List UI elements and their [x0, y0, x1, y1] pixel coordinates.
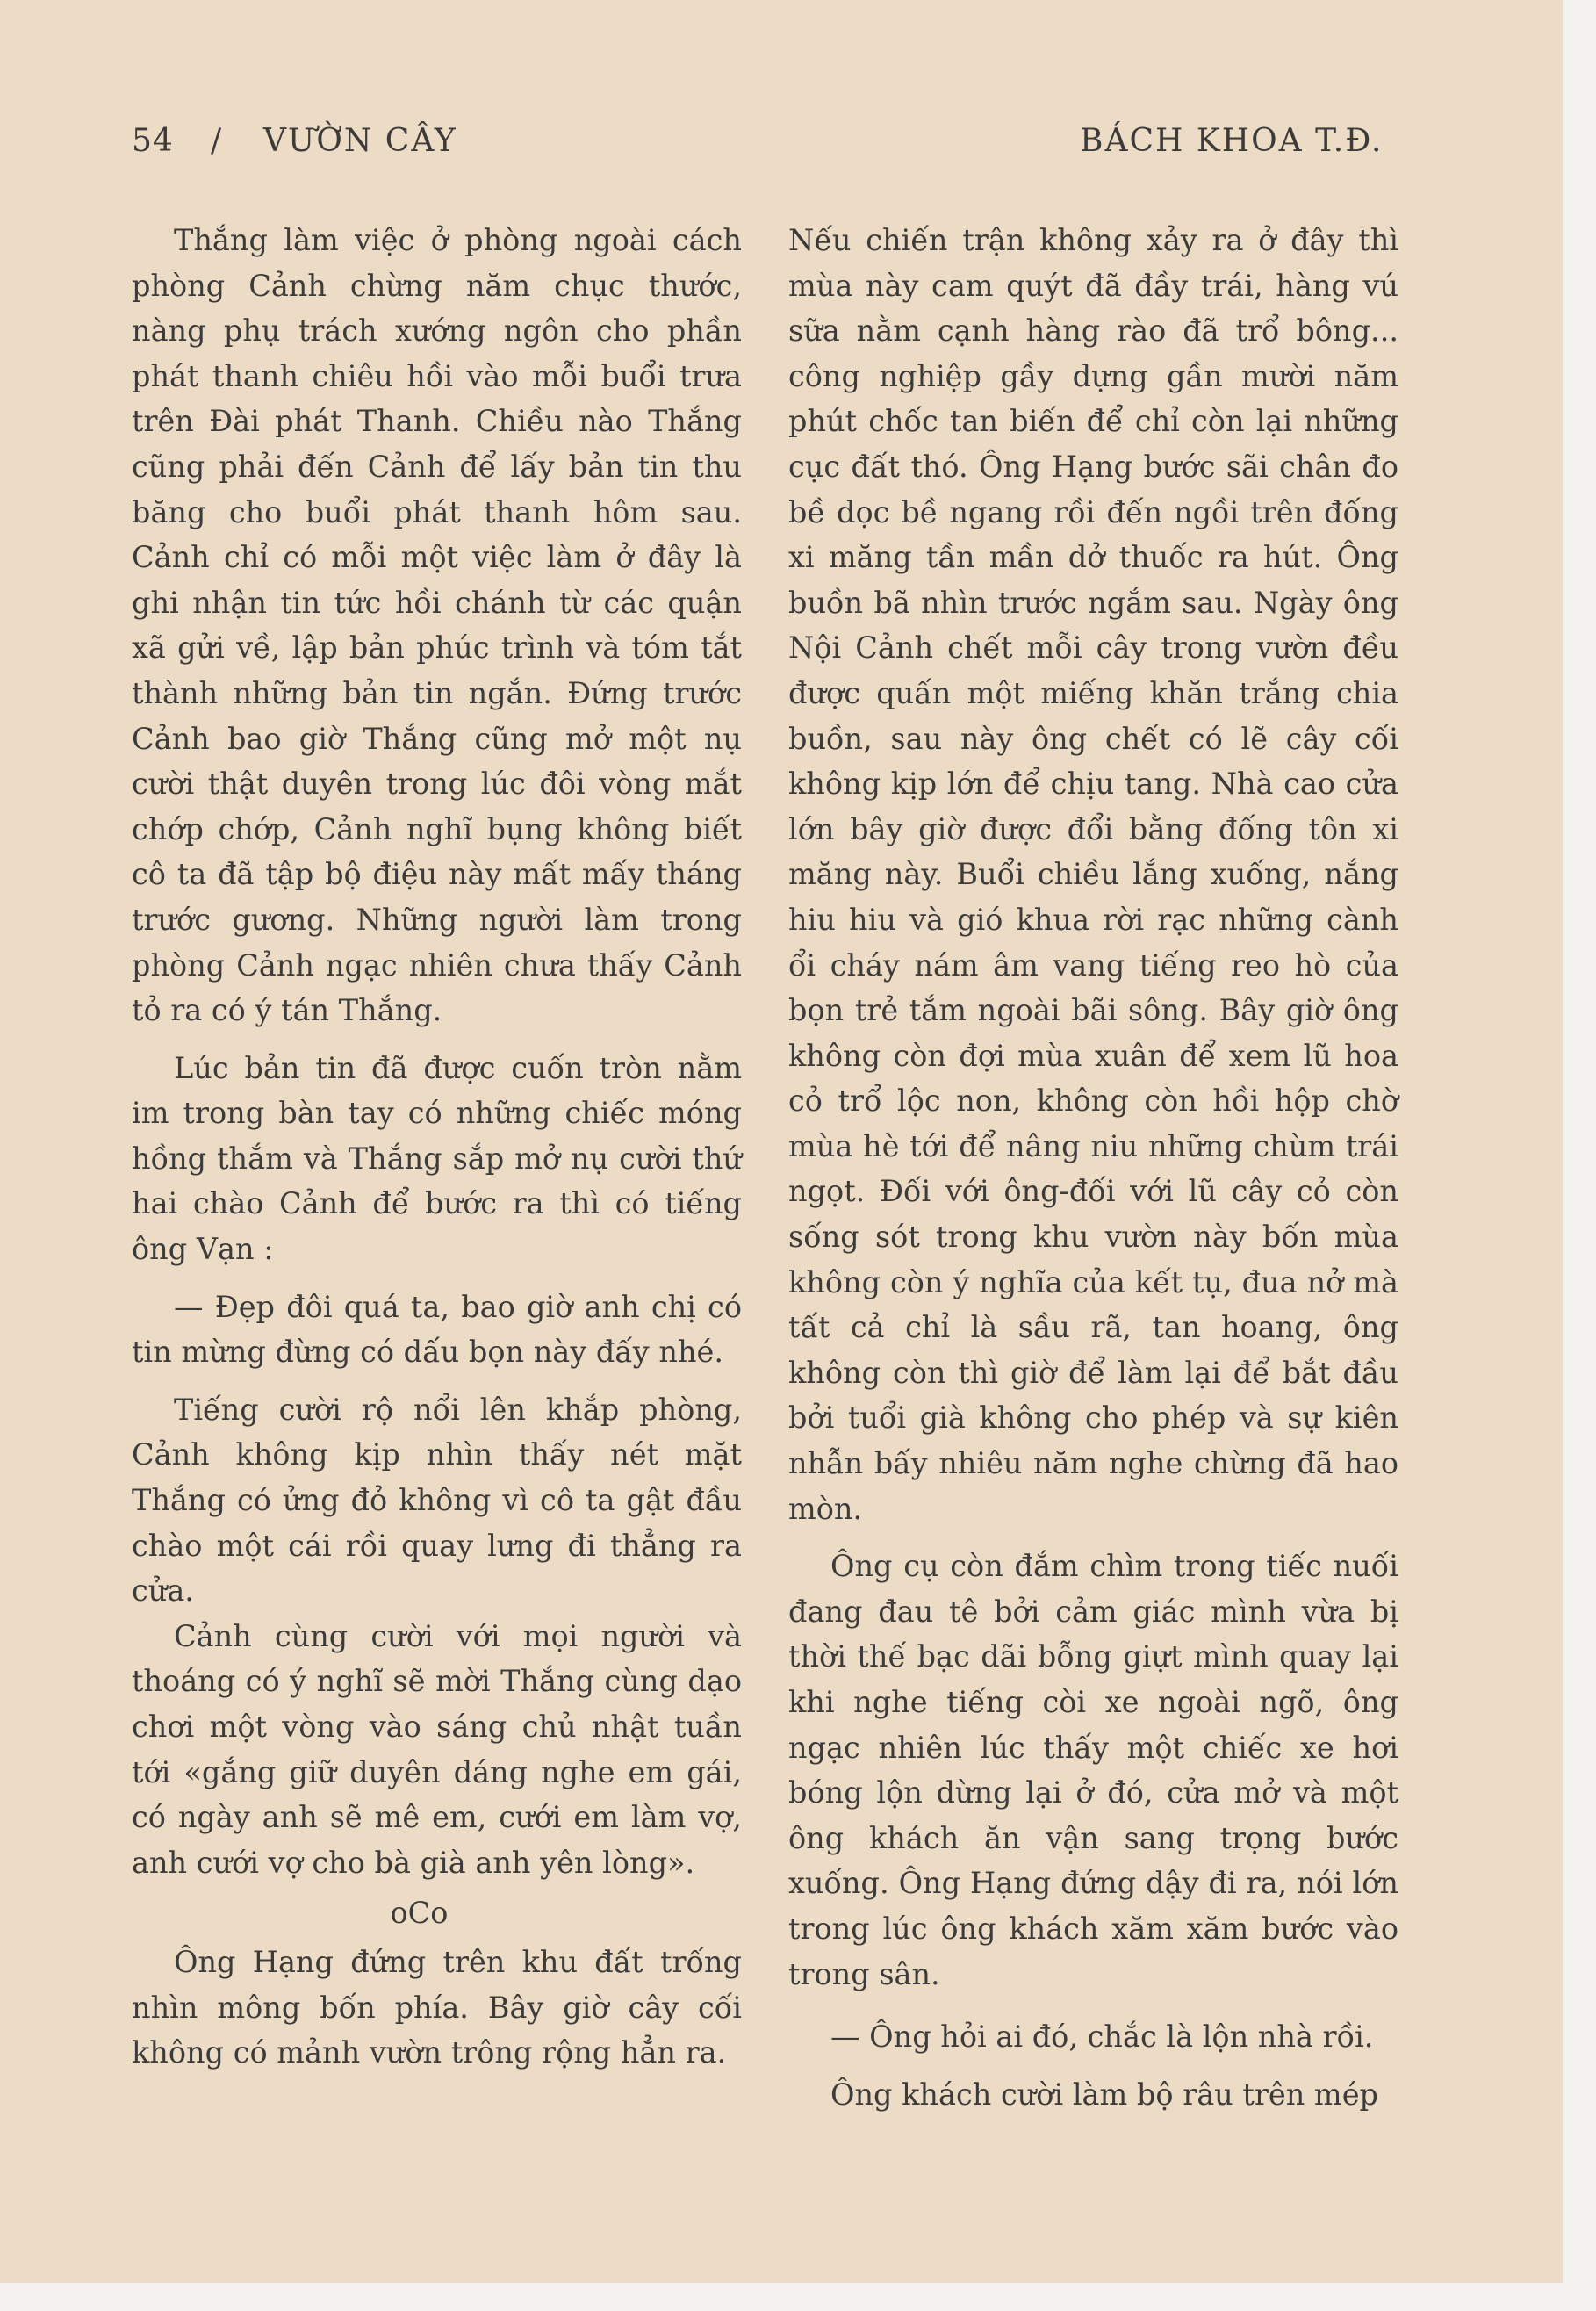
section-break: oCo: [390, 1896, 449, 1931]
paragraph: Ông Hạng đứng trên khu đất trống nhìn mông bốn phía. Bây giờ cây cối không có mảnh vườn trông rộng hẳn ra.: [132, 1944, 742, 2070]
paragraph: Thắng làm việc ở phòng ngoài cách phòng Cảnh chừng năm chục thước, nàng phụ trách xướng ngôn cho phần phát thanh chiêu hồi vào mỗi buổi trưa trên Đài phát Thanh. Chiều nào Thắng cũng phải đến Cảnh để lấy bản tin thu băng cho buổi phát thanh hôm sau. Cảnh chỉ có mỗi một việc làm ở đây là ghi nhận tin tức hồi chánh từ các quận xã gửi về, lập bản phúc trình và tóm tắt thành những bản tin ngắn. Đứng trước Cảnh bao giờ Thắng cũng mở một nụ cười thật duyên trong lúc đôi vòng mắt chớp chớp, Cảnh nghĩ bụng không biết cô ta đã tập bộ điệu này mất mấy tháng trước gương. Những người làm trong phòng Cảnh ngạc nhiên chưa thấy Cảnh tỏ ra có ý tán Thắng.: [132, 223, 742, 1028]
paragraph: Lúc bản tin đã được cuốn tròn nằm im trong bàn tay có những chiếc móng hồng thắm và Thắng sắp mở nụ cười thứ hai chào Cảnh để bước ra thì có tiếng ông Vạn :: [132, 1050, 742, 1267]
journal-title: BÁCH KHOA T.Đ.: [1080, 123, 1384, 159]
paragraph: Ông khách cười làm bộ râu trên mép: [830, 2077, 1378, 2112]
paragraph: Tiếng cười rộ nổi lên khắp phòng, Cảnh không kịp nhìn thấy nét mặt Thắng có ửng đỏ không vì cô ta gật đầu chào một cái rồi quay lưng đi thẳng ra cửa.: [132, 1392, 742, 1609]
paragraph: Cảnh cùng cười với mọi người và thoáng có ý nghĩ sẽ mời Thắng cùng dạo chơi một vòng vào sáng chủ nhật tuần tới «gắng giữ duyên dáng nghe em gái, có ngày anh sẽ mê em, cưới em làm vợ, anh cưới vợ cho bà già anh yên lòng».: [132, 1618, 742, 1880]
right-column: [788, 218, 1398, 2117]
page-number: 54: [132, 123, 174, 159]
running-title: VƯỜN CÂY: [263, 123, 457, 159]
left-column: [132, 218, 742, 2076]
paragraph: — Đẹp đôi quá ta, bao giờ anh chị có tin mừng đừng có dấu bọn này đấy nhé.: [132, 1289, 742, 1370]
paragraph: — Ông hỏi ai đó, chắc là lộn nhà rồi.: [830, 2019, 1374, 2055]
paragraph: Ông cụ còn đắm chìm trong tiếc nuối đang đau tê bởi cảm giác mình vừa bị thời thế bạc dãi bỗng giựt mình quay lại khi nghe tiếng còi xe ngoài ngõ, ông ngạc nhiên lúc thấy một chiếc xe hơi bóng lộn dừng lại ở đó, cửa mở và một ông khách ăn vận sang trọng bước xuống. Ông Hạng đứng dậy đi ra, nói lớn trong lúc ông khách xăm xăm bước vào trong sân.: [788, 1549, 1398, 1991]
paragraph: Nếu chiến trận không xảy ra ở đây thì mùa này cam quýt đã đầy trái, hàng vú sữa nằm cạnh hàng rào đã trổ bông... công nghiệp gầy dựng gần mười năm phút chốc tan biến để chỉ còn lại những cục đất thó. Ông Hạng bước sãi chân đo bề dọc bề ngang rồi đến ngồi trên đống xi măng tần mần dở thuốc ra hút. Ông buồn bã nhìn trước ngắm sau. Ngày ông Nội Cảnh chết mỗi cây trong vườn đều được quấn một miếng khăn trắng chia buồn, sau này ông chết có lẽ cây cối không kịp lớn để chịu tang. Nhà cao cửa lớn bây giờ được đổi bằng đống tôn xi măng này. Buổi chiều lắng xuống, nắng hiu hiu và gió khua rời rạc những cành ổi cháy nám âm vang tiếng reo hò của bọn trẻ tắm ngoài bãi sông. Bây giờ ông không còn đợi mùa xuân để xem lũ hoa cỏ trổ lộc non, không còn hồi hộp chờ mùa hè tới để nâng niu những chùm trái ngọt. Đối với ông-đối với lũ cây cỏ còn sống sót trong khu vườn này bốn mùa không còn ý nghĩa của kết tụ, đua nở mà tất cả chỉ là sầu rã, tan hoang, ông không còn thì giờ để làm lại để bắt đầu bởi tuổi già không cho phép và sự kiên nhẫn bấy nhiêu năm nghe chừng đã hao mòn.: [788, 223, 1398, 1526]
header-separator: /: [211, 123, 222, 159]
